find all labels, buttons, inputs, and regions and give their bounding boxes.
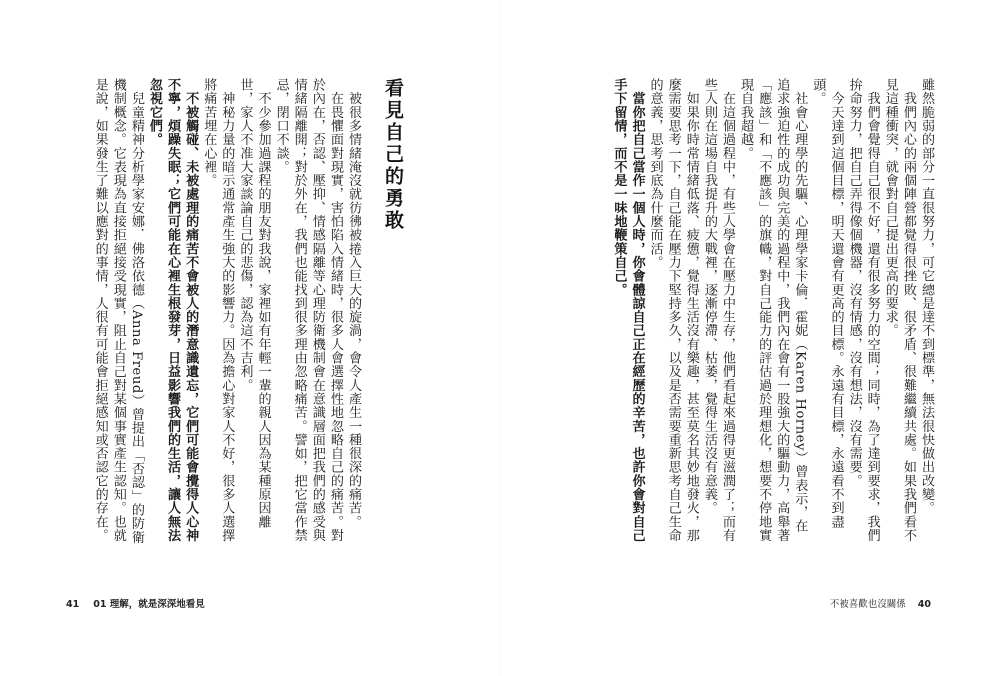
running-head-book-title: 不被喜歡也沒關係	[829, 599, 906, 610]
right-page-paragraph-5: 社會心理學的先驅、心理學家卡倫．霍妮（Karen Horney）曾表示，在追求強迫性的成功與完美的過程中，我們內在會有一股強大的驅動力，高舉著「應該」和「不應該」的旗幟，對自己能力的評估過於理想化，想要不停地實現自我超越。	[738, 78, 808, 543]
page-number-right: 40	[917, 599, 931, 610]
right-page-footer	[830, 596, 931, 610]
left-page-paragraph-2: 在畏懼面對現實，害怕陷入情緒時，很多人會選擇性地忽略自己的痛苦。對於內在，否認、壓抑、情感隔離等心理防衛機制會在意識層面把我們的感受與情緒隔離開；對於外在，我們也能找到很多理由忽略痛苦。譬如，把它當作禁忌，閉口不談。	[273, 78, 343, 543]
left-page-paragraph-1: 被很多情緒淹沒就彷彿被捲入巨大的旋渦，會令人產生一種很深的痛苦。	[346, 78, 361, 529]
right-page	[500, 0, 999, 676]
running-head-chapter: 01 理解，就是深深地看見	[93, 599, 205, 610]
left-page	[0, 0, 499, 676]
right-page-paragraph-4: 今天達到這個目標，明天還會有更高的目標。永遠有目標，永遠看不到盡頭。	[810, 78, 844, 529]
left-page-paragraph-5: 不被觸碰、未被處理的痛苦不會被人的潛意識遺忘，它們可能會攪得人心神不寧，煩躁失眠；它們可能在心裡生根發芽，日益影響我們的生活，讓人無法忽視它們。	[146, 78, 199, 543]
left-page-paragraph-4: 神秘力量的暗示通常產生強大的影響力。因為擔心對家人不好，很多人選擇將痛苦埋在心裡。	[201, 78, 235, 543]
left-page-footer	[66, 596, 205, 610]
page-number-left: 41	[66, 599, 80, 610]
right-page-paragraph-7: 如果你時常情緒低落、疲憊，覺得生活沒有樂趣，甚至莫名其妙地發火，那麼需要思考一下，自己能在壓力下堅持多久，以及是否需要重新思考自己生命的意義，思考到底為什麼而活。	[647, 78, 699, 543]
right-page-paragraph-1: 雖然脆弱的部分一直很努力，可它總是達不到標準，無法很快做出改變。	[919, 78, 934, 515]
right-page-paragraph-8: 當你把自己當作一個人時，你會體諒自己正在經歷的辛苦，也許你會對自己手下留情，而不是一味地鞭策自己。	[611, 78, 645, 543]
section-heading: 看見自己的勇敢	[382, 78, 404, 232]
right-page-paragraph-6: 在這個過程中，有些人學會在壓力中生存，他們看起來過得更滋潤了；而有些人則在這場自我提升的大戰裡，逐漸停滯、枯萎，覺得生活沒有意義。	[701, 78, 735, 543]
right-page-paragraph-3: 我們會覺得自己很不好，還有很多努力的空間；同時，為了達到要求，我們拚命努力，把自己弄得像個機器，沒有情感，沒有想法，沒有需要。	[846, 78, 880, 543]
left-page-paragraph-6: 兒童精神分析學家安娜．佛洛依德（Anna Freud）曾提出「否認」的防衛機制概念。它表現為直接拒絕接受現實，阻止自己對某個事實產生認知。也就是說，如果發生了難以應對的事情，人很有可能會拒絕感知或否認它的存在。	[92, 78, 144, 544]
left-page-paragraph-3: 不少參加過課程的朋友對我說，家裡如有年輕一輩的親人因為某種原因離世，家人不准大家談論自己的悲傷，認為這不吉利。	[237, 78, 271, 529]
left-page-body	[56, 78, 362, 546]
right-page-body	[575, 78, 935, 546]
right-page-paragraph-2: 我們內心的兩個陣營都覺得很挫敗、很矛盾、很難繼續共處。如果我們看不見這種衝突，就會對自己提出更高的要求。	[882, 78, 916, 543]
